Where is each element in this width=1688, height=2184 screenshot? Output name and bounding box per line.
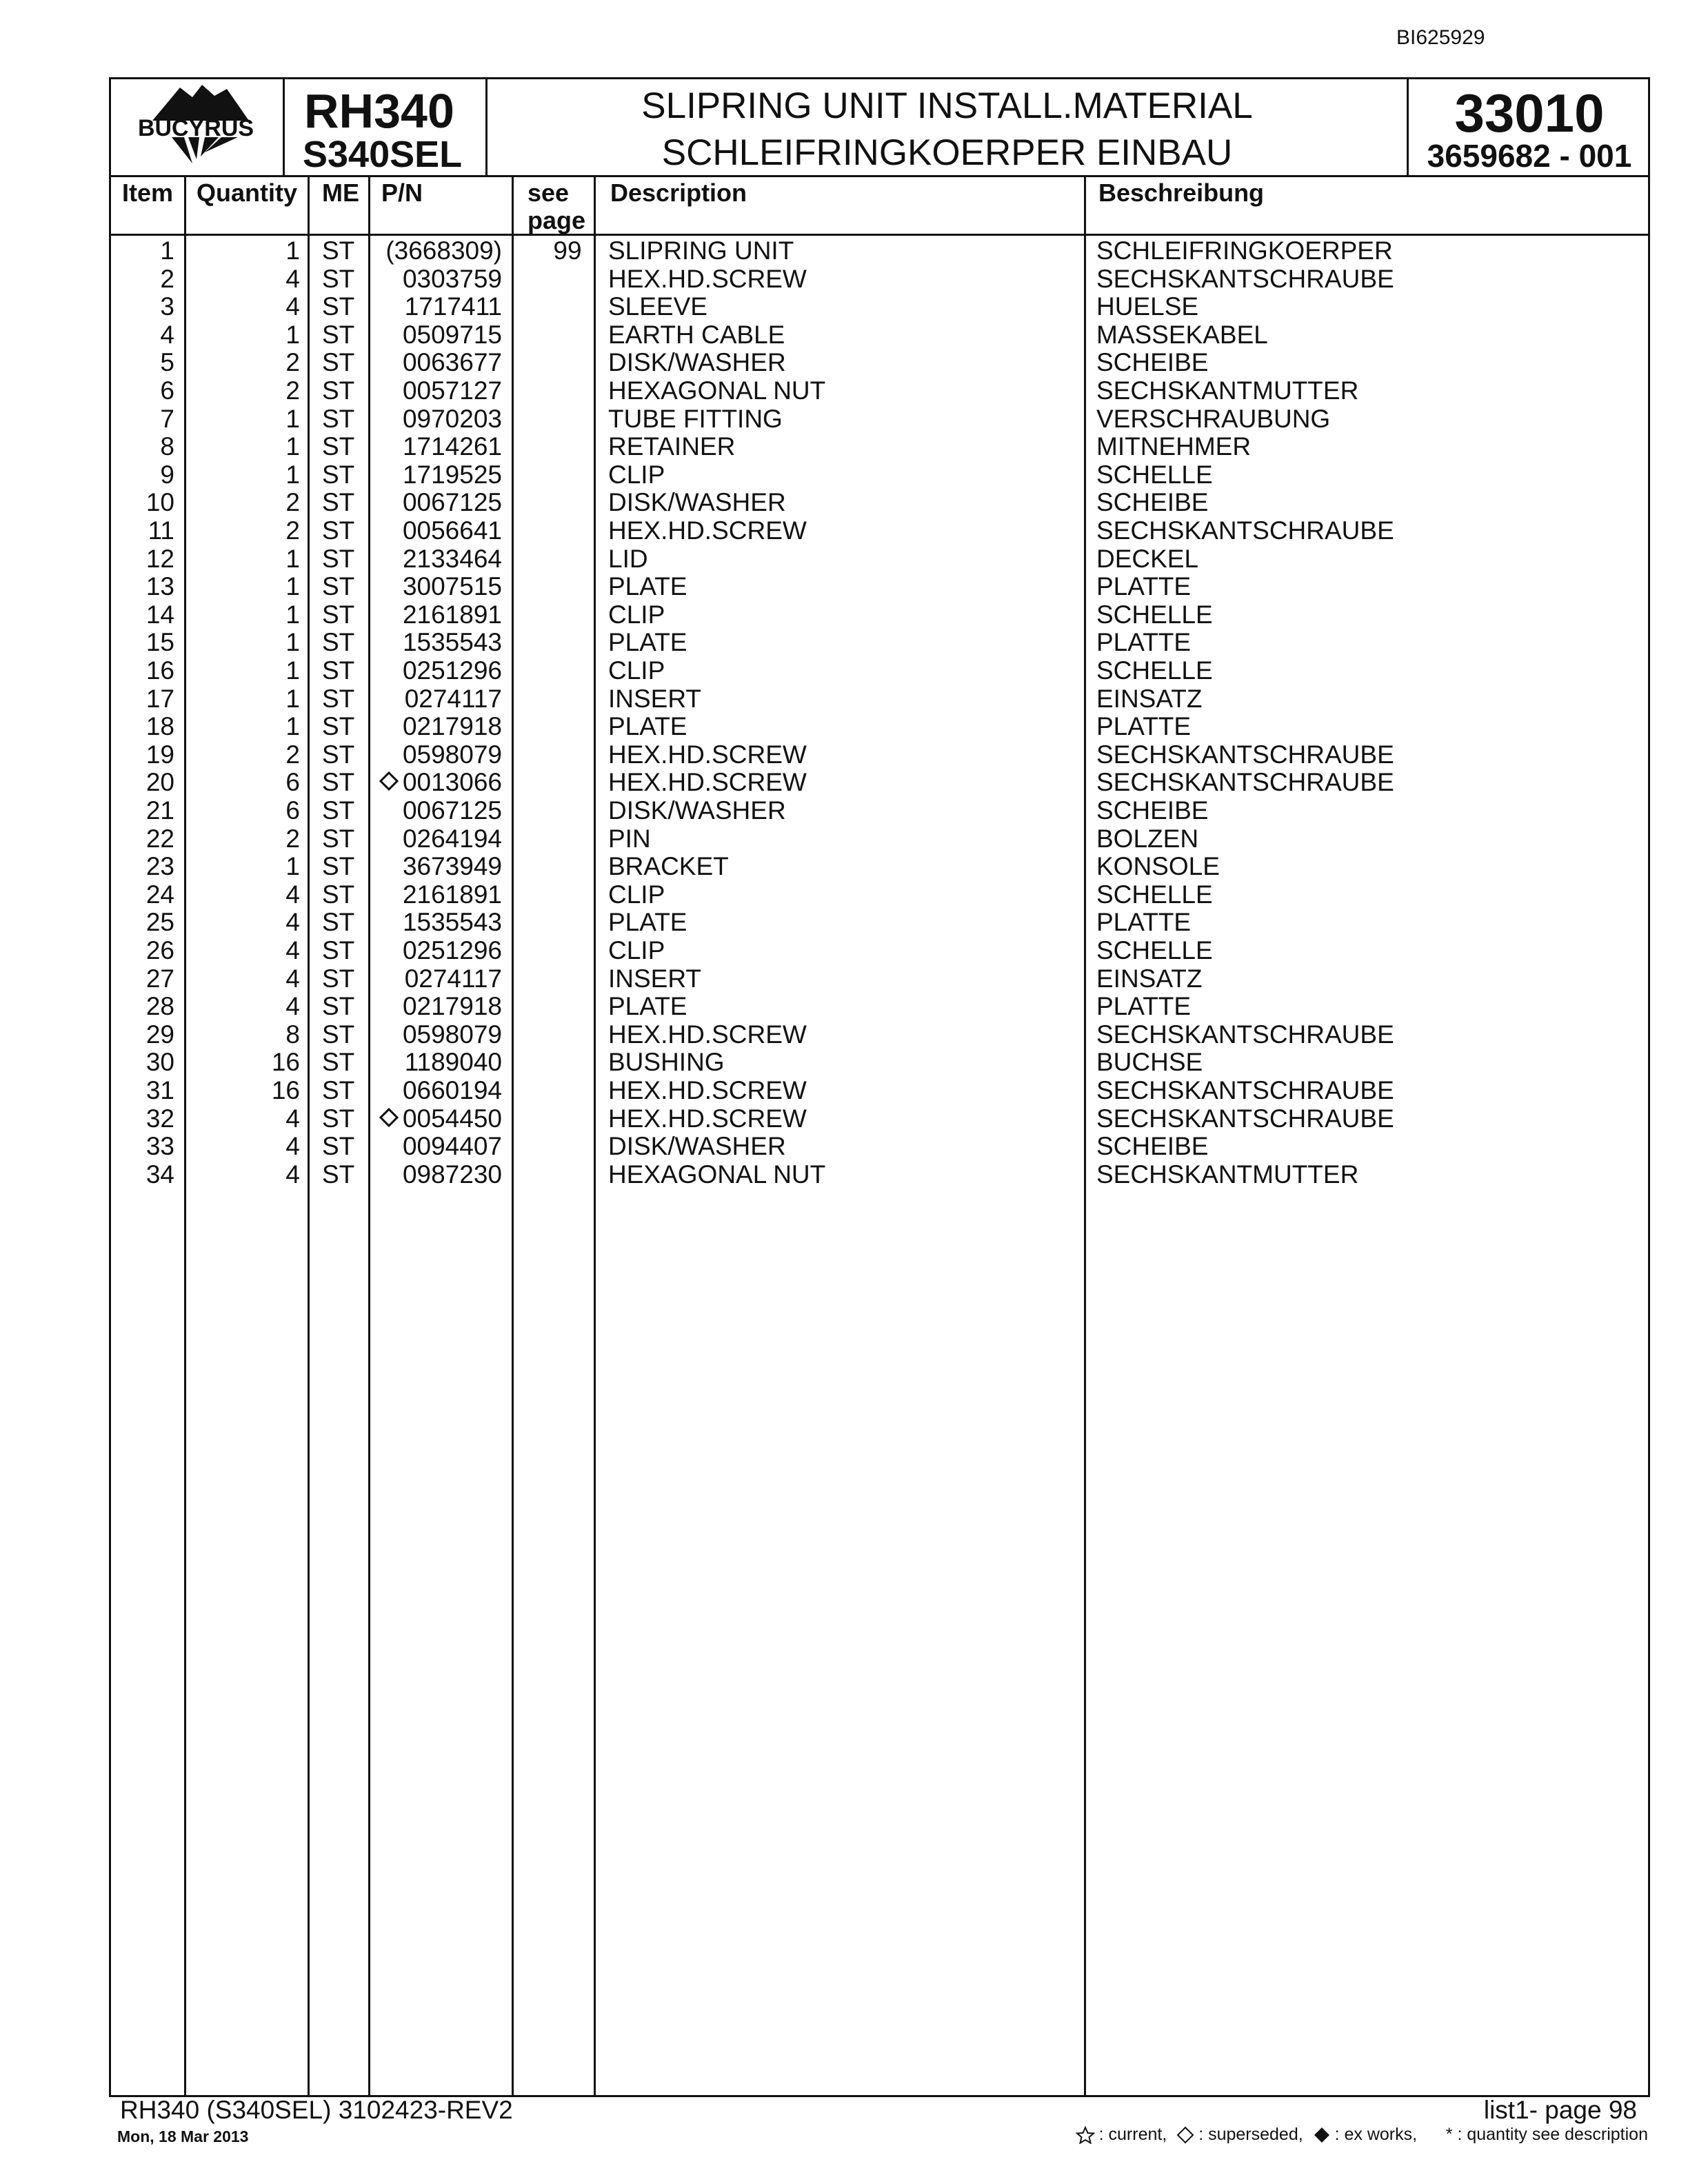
cell-pn: 0274117: [404, 964, 502, 993]
legend-ex-works: : ex works,: [1334, 2125, 1418, 2144]
document-id: BI625929: [1396, 26, 1485, 49]
cell-item: 27: [145, 964, 174, 993]
cell-quantity: 2: [285, 740, 300, 769]
cell-me: ST: [322, 488, 355, 517]
cell-description: PIN: [608, 824, 651, 853]
cell-item: 34: [145, 1160, 174, 1189]
table-row: [111, 1105, 1648, 1133]
cell-description: SLIPRING UNIT: [608, 236, 794, 265]
cell-beschreibung: PLATTE: [1096, 712, 1192, 741]
cell-pn: 0660194: [402, 1076, 502, 1104]
cell-quantity: 6: [285, 796, 300, 825]
table-row: [111, 349, 1648, 377]
cell-quantity: 1: [285, 320, 300, 349]
cell-pn: 2133464: [402, 544, 502, 573]
cell-beschreibung: MASSEKABEL: [1096, 320, 1268, 349]
cell-pn: 0057127: [402, 376, 502, 405]
cell-description: HEX.HD.SCREW: [608, 1076, 807, 1104]
cell-beschreibung: SCHELLE: [1096, 880, 1213, 909]
cell-description: HEXAGONAL NUT: [608, 376, 826, 405]
table-row: [111, 433, 1648, 461]
parts-table: [109, 175, 1650, 2097]
cell-item: 32: [145, 1104, 174, 1133]
cell-me: ST: [322, 964, 355, 993]
cell-me: ST: [322, 320, 355, 349]
cell-description: RETAINER: [608, 432, 736, 461]
cell-quantity: 1: [285, 432, 300, 461]
table-row: [111, 853, 1648, 881]
table-row: [111, 517, 1648, 545]
cell-beschreibung: SCHEIBE: [1096, 488, 1209, 517]
cell-description: CLIP: [608, 600, 665, 629]
cell-pn: 3007515: [402, 572, 502, 601]
cell-pn: 0251296: [402, 936, 502, 964]
cell-item: 4: [160, 320, 174, 349]
cell-quantity: 1: [285, 712, 300, 741]
cell-description: PLATE: [608, 908, 687, 937]
cell-beschreibung: SCHELLE: [1096, 936, 1213, 964]
cell-item: 11: [148, 516, 174, 545]
cell-pn: 0987230: [402, 1160, 502, 1189]
cell-quantity: 2: [285, 488, 300, 517]
cell-pn: 0094407: [402, 1132, 502, 1161]
cell-pn: 0970203: [402, 404, 502, 433]
cell-beschreibung: SECHSKANTMUTTER: [1096, 1160, 1359, 1189]
cell-me: ST: [322, 796, 355, 825]
footer-date: Mon, 18 Mar 2013: [117, 2127, 249, 2145]
cell-quantity: 2: [285, 348, 300, 377]
diamond-filled-icon: [1313, 2126, 1331, 2144]
cell-quantity: 4: [285, 908, 300, 937]
cell-description: HEX.HD.SCREW: [608, 516, 807, 545]
cell-item: 3: [160, 292, 174, 321]
cell-description: CLIP: [608, 936, 665, 964]
cell-quantity: 1: [285, 600, 300, 629]
title-english: SLIPRING UNIT INSTALL.MATERIAL: [641, 85, 1253, 126]
model-name: RH340: [304, 84, 454, 138]
cell-description: EARTH CABLE: [608, 320, 785, 349]
cell-me: ST: [322, 432, 355, 461]
cell-me: ST: [322, 572, 355, 601]
cell-description: HEXAGONAL NUT: [608, 1160, 826, 1189]
cell-pn: 0303759: [402, 264, 502, 293]
table-row: [111, 741, 1648, 769]
table-row: [111, 629, 1648, 657]
cell-quantity: 2: [285, 376, 300, 405]
cell-item: 12: [145, 544, 174, 573]
cell-pn: 3673949: [402, 852, 502, 881]
cell-quantity: 16: [271, 1048, 300, 1077]
cell-me: ST: [322, 768, 355, 797]
cell-beschreibung: PLATTE: [1096, 572, 1192, 601]
cell-beschreibung: EINSATZ: [1096, 964, 1203, 993]
cell-beschreibung: SECHSKANTSCHRAUBE: [1096, 516, 1394, 545]
cell-item: 10: [145, 488, 174, 517]
footer-doc-ref: RH340 (S340SEL) 3102423-REV2: [120, 2096, 513, 2124]
cell-item: 26: [145, 936, 174, 964]
cell-quantity: 2: [285, 824, 300, 853]
cell-pn: 0063677: [402, 348, 502, 377]
cell-description: INSERT: [608, 964, 702, 993]
cell-me: ST: [322, 936, 355, 964]
table-row: [111, 265, 1648, 294]
cell-quantity: 4: [285, 292, 300, 321]
cell-item: 31: [145, 1076, 174, 1104]
cell-item: 28: [145, 992, 174, 1021]
cell-pn: 0217918: [402, 712, 502, 741]
cell-me: ST: [322, 1104, 355, 1133]
cell-pn: 0067125: [402, 488, 502, 517]
cell-pn: 1719525: [402, 460, 502, 489]
cell-me: ST: [322, 684, 355, 713]
table-row: [111, 601, 1648, 629]
cell-quantity: 1: [285, 628, 300, 657]
table-row: [111, 461, 1648, 489]
table-row: [111, 881, 1648, 909]
footer-legend: [1076, 2125, 1648, 2145]
cell-me: ST: [322, 404, 355, 433]
cell-quantity: 4: [285, 936, 300, 964]
cell-beschreibung: PLATTE: [1096, 628, 1192, 657]
drawing-number: 3659682 - 001: [1427, 138, 1632, 174]
footer-page-ref: list1- page 98: [1483, 2096, 1637, 2124]
cell-pn: 0013066: [382, 769, 502, 796]
cell-quantity: 1: [285, 460, 300, 489]
cell-me: ST: [322, 908, 355, 937]
column-header-description: Description: [610, 179, 747, 207]
star-outline-icon: [1076, 2126, 1095, 2144]
cell-pn: 0598079: [402, 740, 502, 769]
cell-item: 19: [145, 740, 174, 769]
cell-description: HEX.HD.SCREW: [608, 740, 807, 769]
column-header-see: see: [528, 179, 570, 207]
cell-description: HEX.HD.SCREW: [608, 264, 807, 293]
cell-beschreibung: BUCHSE: [1096, 1048, 1203, 1077]
number-cell: [1409, 79, 1650, 175]
cell-me: ST: [322, 376, 355, 405]
cell-pn: 2161891: [402, 880, 502, 909]
cell-quantity: 4: [285, 880, 300, 909]
table-row: [111, 713, 1648, 741]
cell-pn: (3668309): [385, 236, 502, 265]
cell-description: INSERT: [608, 684, 702, 713]
cell-pn: 1535543: [402, 628, 502, 657]
cell-pn: 0054450: [382, 1105, 502, 1133]
cell-description: PLATE: [608, 992, 687, 1021]
cell-me: ST: [322, 1160, 355, 1189]
column-header-page: page: [528, 206, 586, 234]
cell-item: 8: [160, 432, 174, 461]
cell-quantity: 4: [285, 264, 300, 293]
table-row: [111, 685, 1648, 714]
cell-item: 6: [160, 376, 174, 405]
cell-pn: 0251296: [402, 656, 502, 685]
cell-beschreibung: SECHSKANTSCHRAUBE: [1096, 1076, 1394, 1104]
table-row: [111, 769, 1648, 797]
cell-quantity: 4: [285, 992, 300, 1021]
table-row: [111, 377, 1648, 405]
table-row: [111, 993, 1648, 1021]
cell-description: DISK/WASHER: [608, 348, 786, 377]
cell-description: PLATE: [608, 628, 687, 657]
cell-beschreibung: SCHELLE: [1096, 656, 1213, 685]
header-band: [109, 77, 1650, 175]
cell-beschreibung: EINSATZ: [1096, 684, 1203, 713]
cell-me: ST: [322, 880, 355, 909]
cell-quantity: 1: [285, 684, 300, 713]
cell-me: ST: [322, 516, 355, 545]
bucyrus-logo: [111, 79, 281, 173]
cell-pn: 2161891: [402, 600, 502, 629]
cell-item: 29: [145, 1020, 174, 1049]
cell-item: 21: [145, 796, 174, 825]
cell-pn: 0067125: [402, 796, 502, 825]
cell-item: 9: [160, 460, 174, 489]
svg-text:BUCYRUS: BUCYRUS: [137, 115, 254, 141]
cell-item: 16: [145, 656, 174, 685]
logo-cell: [111, 79, 285, 175]
cell-item: 23: [145, 852, 174, 881]
table-row: [111, 1077, 1648, 1105]
cell-quantity: 6: [285, 768, 300, 797]
cell-description: PLATE: [608, 572, 687, 601]
table-row: [111, 321, 1648, 350]
table-row: [111, 293, 1648, 321]
cell-beschreibung: BOLZEN: [1096, 824, 1199, 853]
column-header-me: ME: [322, 179, 359, 207]
table-row: [111, 1021, 1648, 1049]
cell-description: CLIP: [608, 880, 665, 909]
cell-quantity: 1: [285, 544, 300, 573]
cell-quantity: 4: [285, 1104, 300, 1133]
table-row: [111, 1161, 1648, 1189]
cell-beschreibung: SECHSKANTSCHRAUBE: [1096, 768, 1394, 797]
cell-me: ST: [322, 628, 355, 657]
cell-item: 5: [160, 348, 174, 377]
cell-quantity: 16: [271, 1076, 300, 1104]
cell-beschreibung: SCHELLE: [1096, 600, 1213, 629]
cell-description: CLIP: [608, 460, 665, 489]
cell-quantity: 4: [285, 964, 300, 993]
cell-item: 33: [145, 1132, 174, 1161]
group-number: 33010: [1454, 83, 1605, 143]
diamond-outline-icon: [1176, 2126, 1194, 2144]
cell-me: ST: [322, 264, 355, 293]
header-divider: [111, 234, 1648, 236]
cell-description: LID: [608, 544, 648, 573]
cell-me: ST: [322, 824, 355, 853]
table-row: [111, 405, 1648, 434]
cell-me: ST: [322, 544, 355, 573]
cell-item: 30: [145, 1048, 174, 1077]
cell-quantity: 2: [285, 516, 300, 545]
cell-pn: 0056641: [402, 516, 502, 545]
cell-pn: 0509715: [402, 320, 502, 349]
cell-quantity: 1: [285, 852, 300, 881]
cell-item: 24: [145, 880, 174, 909]
cell-description: TUBE FITTING: [608, 404, 783, 433]
cell-pn: 1714261: [402, 432, 502, 461]
cell-me: ST: [322, 348, 355, 377]
superseded-diamond-icon: [379, 771, 399, 791]
table-row: [111, 797, 1648, 825]
table-row: [111, 1049, 1648, 1077]
cell-beschreibung: SECHSKANTSCHRAUBE: [1096, 1020, 1394, 1049]
cell-beschreibung: SECHSKANTSCHRAUBE: [1096, 1104, 1394, 1133]
cell-me: ST: [322, 740, 355, 769]
cell-beschreibung: MITNEHMER: [1096, 432, 1252, 461]
cell-pn: 1717411: [404, 292, 502, 321]
cell-me: ST: [322, 992, 355, 1021]
cell-description: DISK/WASHER: [608, 488, 786, 517]
cell-pn: 1535543: [402, 908, 502, 937]
cell-beschreibung: SCHEIBE: [1096, 796, 1209, 825]
cell-item: 1: [160, 236, 174, 265]
table-row: [111, 545, 1648, 574]
cell-me: ST: [322, 712, 355, 741]
cell-quantity: 4: [285, 1160, 300, 1189]
cell-me: ST: [322, 1132, 355, 1161]
cell-item: 7: [160, 404, 174, 433]
cell-beschreibung: SECHSKANTSCHRAUBE: [1096, 740, 1394, 769]
cell-beschreibung: SCHEIBE: [1096, 1132, 1209, 1161]
cell-description: HEX.HD.SCREW: [608, 1104, 807, 1133]
table-row: [111, 573, 1648, 601]
cell-see-page: 99: [553, 236, 582, 265]
cell-quantity: 1: [285, 572, 300, 601]
legend-current: : current,: [1098, 2125, 1167, 2144]
table-row: [111, 937, 1648, 965]
column-header-item: Item: [122, 179, 174, 207]
superseded-diamond-icon: [379, 1107, 399, 1126]
cell-me: ST: [322, 1020, 355, 1049]
cell-beschreibung: SECHSKANTMUTTER: [1096, 376, 1359, 405]
cell-item: 13: [145, 572, 174, 601]
legend-quantity: * : quantity see description: [1445, 2125, 1648, 2144]
cell-item: 25: [145, 908, 174, 937]
cell-me: ST: [322, 292, 355, 321]
cell-description: HEX.HD.SCREW: [608, 1020, 807, 1049]
cell-me: ST: [322, 656, 355, 685]
cell-description: DISK/WASHER: [608, 796, 786, 825]
cell-pn: 1189040: [404, 1048, 502, 1077]
table-row: [111, 1133, 1648, 1161]
table-row: [111, 237, 1648, 265]
title-cell: [488, 79, 1409, 175]
cell-beschreibung: SCHLEIFRINGKOERPER: [1096, 236, 1393, 265]
cell-beschreibung: PLATTE: [1096, 908, 1192, 937]
cell-me: ST: [322, 460, 355, 489]
table-row: [111, 965, 1648, 993]
column-header-pn: P/N: [381, 179, 423, 207]
cell-beschreibung: SCHEIBE: [1096, 348, 1209, 377]
cell-beschreibung: SECHSKANTSCHRAUBE: [1096, 264, 1394, 293]
table-row: [111, 657, 1648, 685]
cell-item: 17: [145, 684, 174, 713]
cell-item: 2: [160, 264, 174, 293]
cell-pn: 0217918: [402, 992, 502, 1021]
cell-description: DISK/WASHER: [608, 1132, 786, 1161]
legend-superseded: : superseded,: [1198, 2125, 1303, 2144]
cell-description: BRACKET: [608, 852, 729, 881]
table-row: [111, 909, 1648, 937]
cell-item: 14: [145, 600, 174, 629]
cell-beschreibung: KONSOLE: [1096, 852, 1220, 881]
cell-me: ST: [322, 1076, 355, 1104]
cell-quantity: 8: [285, 1020, 300, 1049]
cell-item: 18: [145, 712, 174, 741]
cell-description: HEX.HD.SCREW: [608, 768, 807, 797]
cell-quantity: 1: [285, 656, 300, 685]
table-row: [111, 825, 1648, 853]
cell-beschreibung: VERSCHRAUBUNG: [1096, 404, 1331, 433]
model-variant: S340SEL: [303, 134, 463, 175]
cell-description: CLIP: [608, 656, 665, 685]
cell-quantity: 1: [285, 236, 300, 265]
cell-item: 15: [145, 628, 174, 657]
cell-beschreibung: PLATTE: [1096, 992, 1192, 1021]
cell-description: BUSHING: [608, 1048, 725, 1077]
cell-quantity: 4: [285, 1132, 300, 1161]
cell-description: SLEEVE: [608, 292, 707, 321]
cell-description: PLATE: [608, 712, 687, 741]
cell-beschreibung: DECKEL: [1096, 544, 1199, 573]
cell-pn: 0274117: [404, 684, 502, 713]
cell-me: ST: [322, 600, 355, 629]
title-german: SCHLEIFRINGKOERPER EINBAU: [661, 132, 1233, 173]
cell-me: ST: [322, 236, 355, 265]
column-header-beschreibung: Beschreibung: [1098, 179, 1265, 207]
cell-pn: 0598079: [402, 1020, 502, 1049]
cell-beschreibung: SCHELLE: [1096, 460, 1213, 489]
cell-me: ST: [322, 1048, 355, 1077]
table-row: [111, 489, 1648, 517]
model-cell: [285, 79, 488, 175]
cell-item: 22: [145, 824, 174, 853]
column-header-quantity: Quantity: [197, 179, 298, 207]
cell-quantity: 1: [285, 404, 300, 433]
cell-beschreibung: HUELSE: [1096, 292, 1199, 321]
cell-item: 20: [145, 768, 174, 797]
cell-pn: 0264194: [402, 824, 502, 853]
cell-me: ST: [322, 852, 355, 881]
